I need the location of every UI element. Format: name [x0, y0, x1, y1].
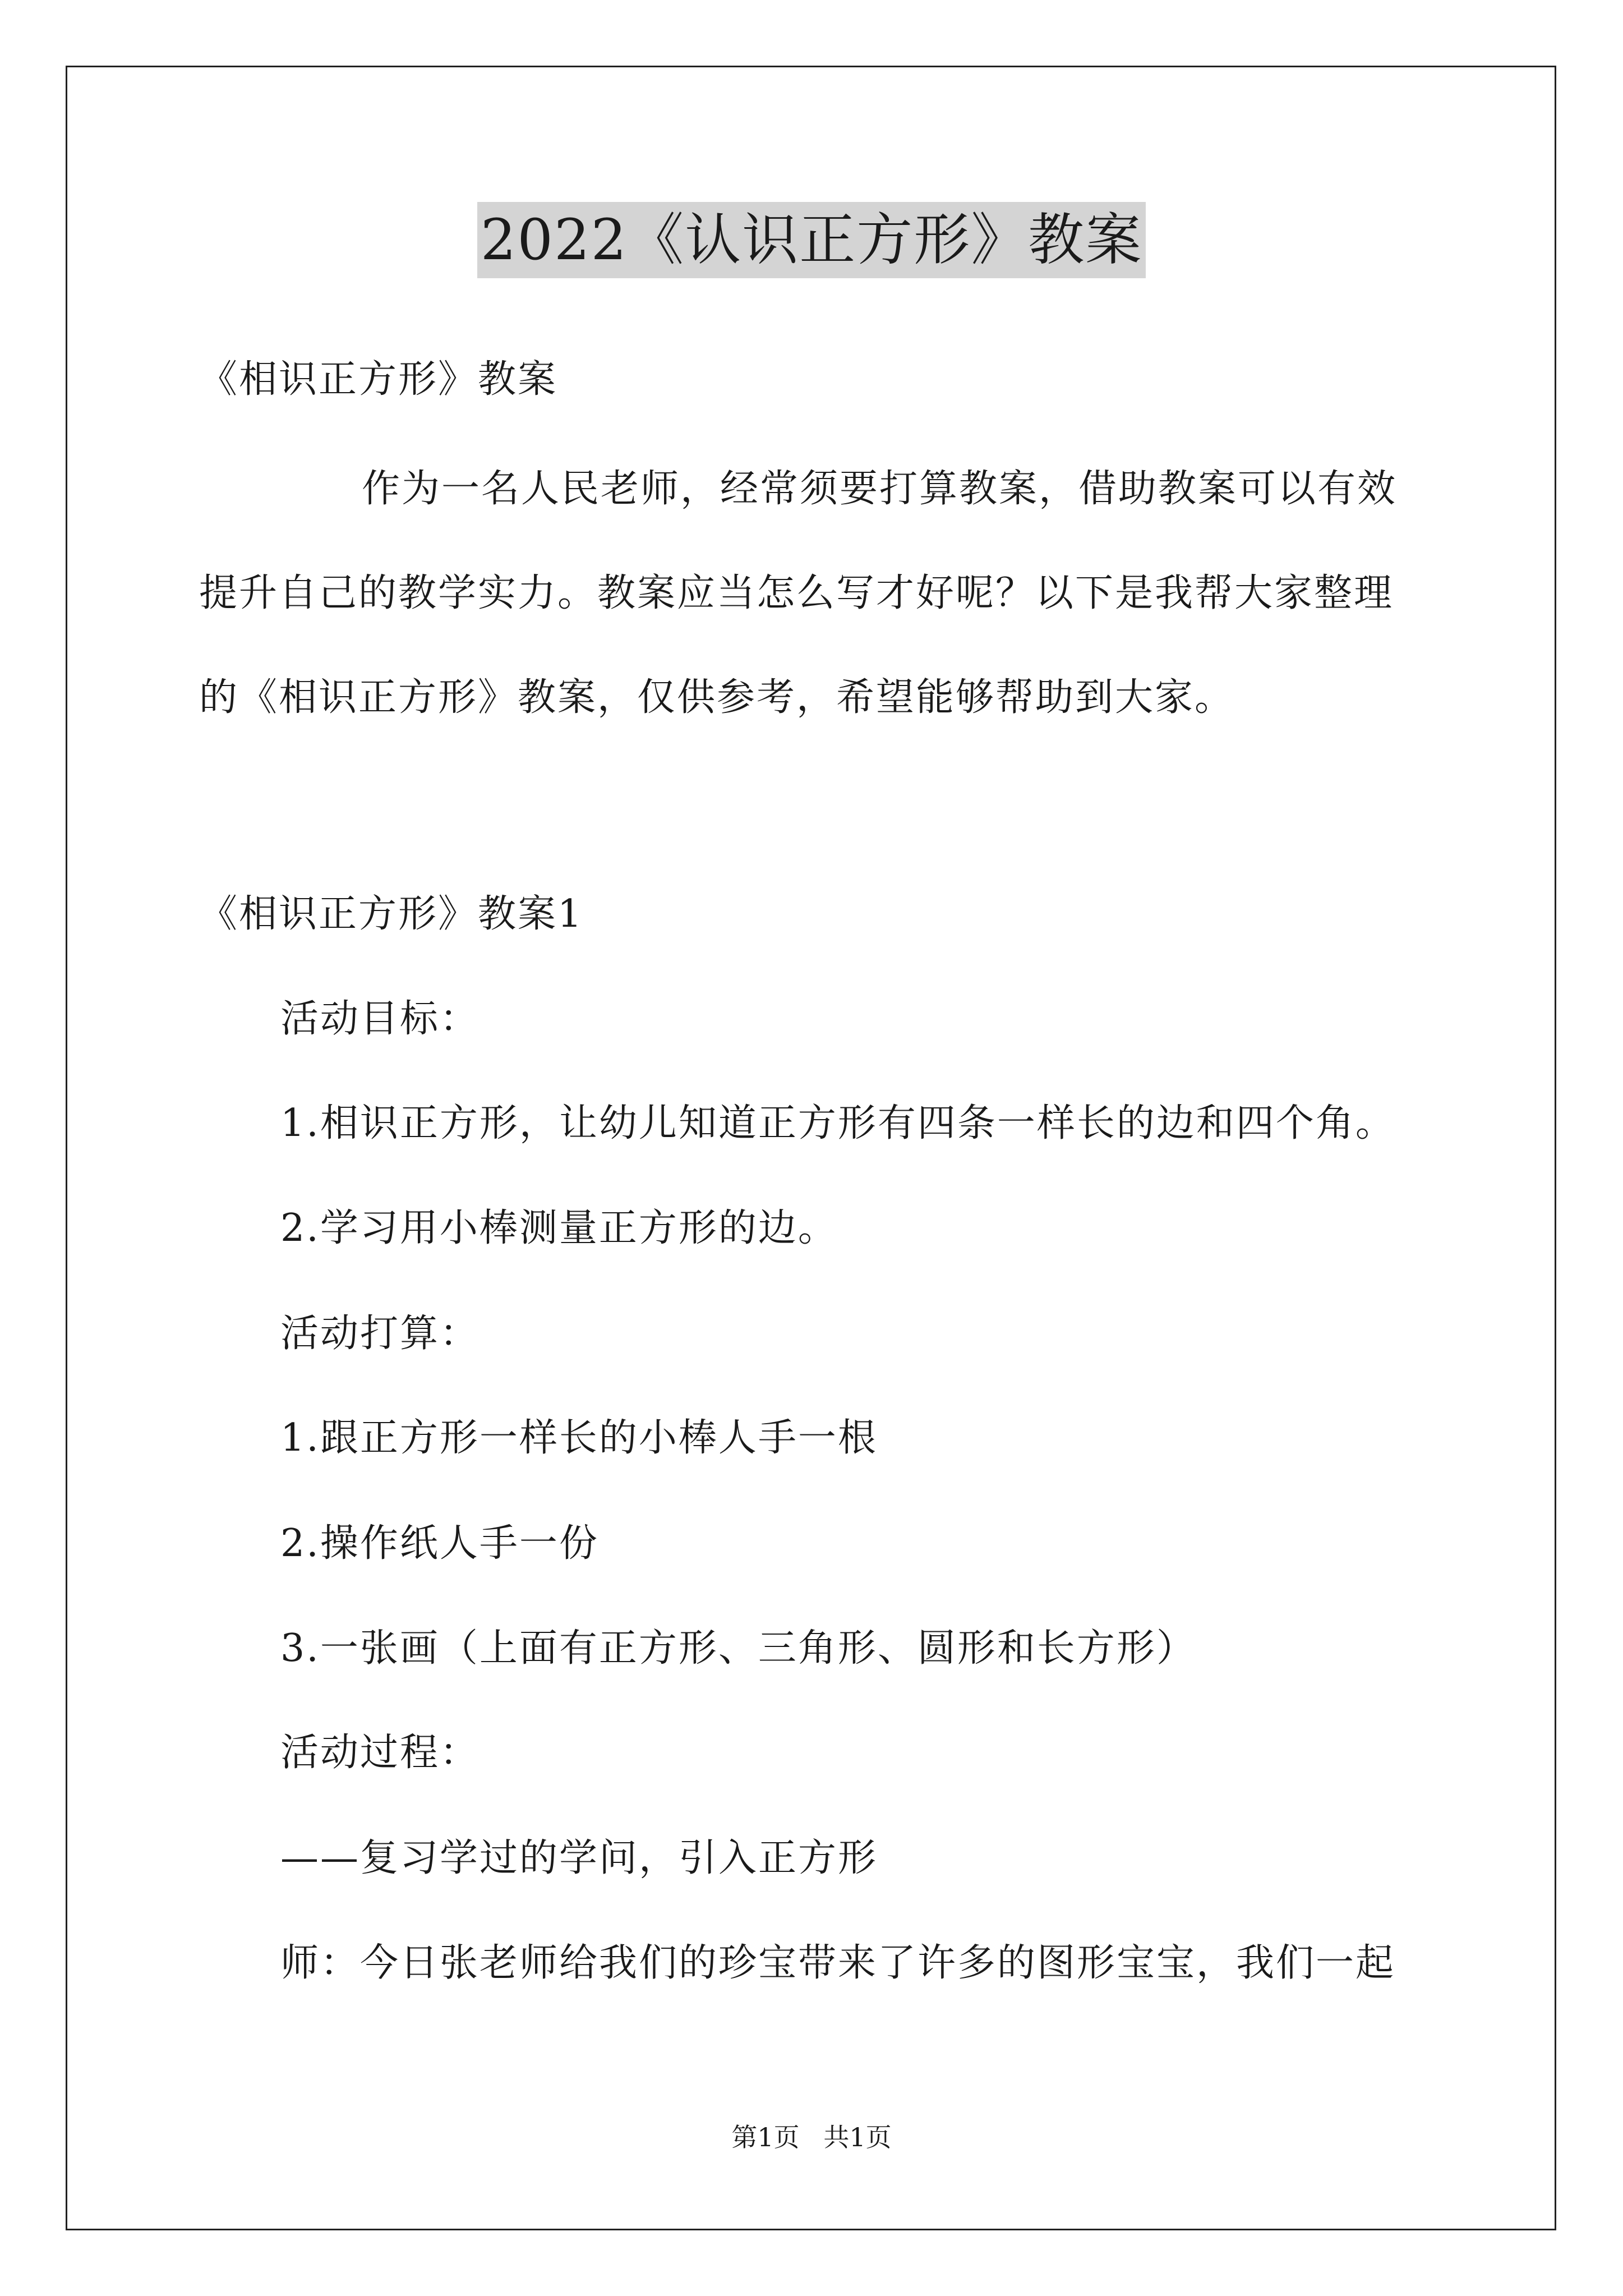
goal-item-2: 2.学习用小棒测量正方形的边。 — [280, 1206, 838, 1250]
section-heading: 《相识正方形》教案1 — [199, 892, 584, 936]
process-item-1: ——复习学过的学问，引入正方形 — [280, 1836, 878, 1880]
process-item-2: 师：今日张老师给我们的珍宝带来了许多的图形宝宝，我们一起 — [280, 1941, 1396, 1985]
title-container — [0, 202, 1623, 278]
goals-label: 活动目标： — [280, 997, 480, 1041]
intro-line-2: 提升自己的教学实力。教案应当怎么写才好呢？以下是我帮大家整理 — [199, 571, 1394, 615]
process-label: 活动过程： — [280, 1731, 480, 1775]
prep-item-1: 1.跟正方形一样长的小棒人手一根 — [280, 1416, 878, 1460]
footer-page-number: 第1页 — [731, 2122, 800, 2152]
goal-item-1: 1.相识正方形，让幼儿知道正方形有四条一样长的边和四个角。 — [280, 1101, 1395, 1145]
document-title: 2022《认识正方形》教案 — [477, 202, 1146, 278]
prep-label: 活动打算： — [280, 1312, 480, 1356]
footer-total-pages: 共1页 — [823, 2122, 892, 2152]
heading-main: 《相识正方形》教案 — [199, 357, 558, 402]
page-footer — [0, 2120, 1623, 2154]
prep-item-2: 2.操作纸人手一份 — [280, 1521, 599, 1566]
prep-item-3: 3.一张画（上面有正方形、三角形、圆形和长方形） — [280, 1626, 1196, 1671]
intro-line-1: 作为一名人民老师，经常须要打算教案，借助教案可以有效 — [362, 467, 1398, 511]
intro-line-3: 的《相识正方形》教案，仅供参考，希望能够帮助到大家。 — [199, 675, 1235, 720]
